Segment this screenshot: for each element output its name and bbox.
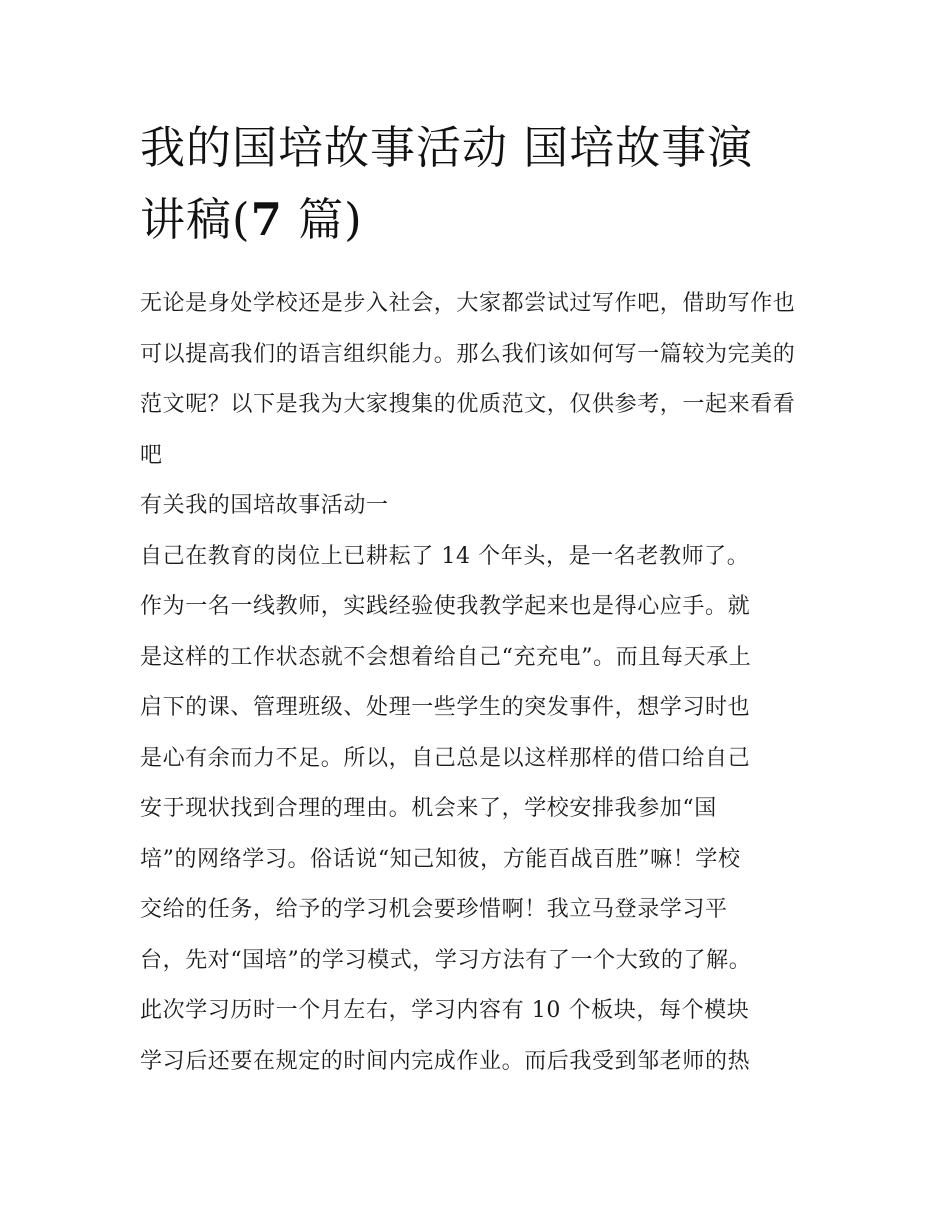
intro-paragraph: 无论是身处学校还是步入社会，大家都尝试过写作吧，借助写作也可以提高我们的语言组织能力。那么我们该如何写一篇较为完美的范文呢？以下是我为大家搜集的优质范文，仅供参考，一起来看看吧 — [140, 291, 796, 468]
section-heading: 有关我的国培故事活动一 — [140, 493, 389, 518]
title-line-2-suffix: 篇) — [282, 193, 363, 246]
body-line: 培”的网络学习。俗话说“知己知彼，方能百战百胜”嘛！学校 — [140, 846, 741, 872]
body-line: 是这样的工作状态就不会想着给自己“充充电”。而且每天承上 — [140, 644, 752, 670]
body-line: 自己在教育的岗位上已耕耘了 14 个年头，是一名老教师了。 — [140, 543, 750, 569]
document-body — [140, 279, 812, 1087]
body-line: 安于现状找到合理的理由。机会来了，学校安排我参加“国 — [140, 796, 717, 821]
body-line: 台，先对“国培”的学习模式，学习方法有了一个大致的了解。 — [140, 947, 752, 973]
document-title — [140, 112, 812, 256]
body-line: 作为一名一线教师，实践经验使我教学起来也是得心应手。就 — [140, 594, 751, 619]
body-line: 学习后还要在规定的时间内完成作业。而后我受到邹老师的热 — [140, 1048, 751, 1074]
title-line-2-prefix: 讲稿( — [140, 193, 251, 246]
body-line: 启下的课、管理班级、处理一些学生的突发事件，想学习时也 — [140, 695, 751, 720]
document-page — [140, 112, 812, 1087]
title-line-1: 我的国培故事活动 国培故事演 — [140, 121, 754, 174]
body-line: 交给的任务，给予的学习机会要珍惜啊！我立马登录学习平 — [140, 897, 728, 922]
body-line: 是心有余而力不足。所以，自己总是以这样那样的借口给自己 — [140, 745, 751, 771]
body-line: 此次学习历时一个月左右，学习内容有 10 个板块，每个模块 — [140, 998, 750, 1023]
title-line-2-number: 7 — [250, 193, 283, 246]
